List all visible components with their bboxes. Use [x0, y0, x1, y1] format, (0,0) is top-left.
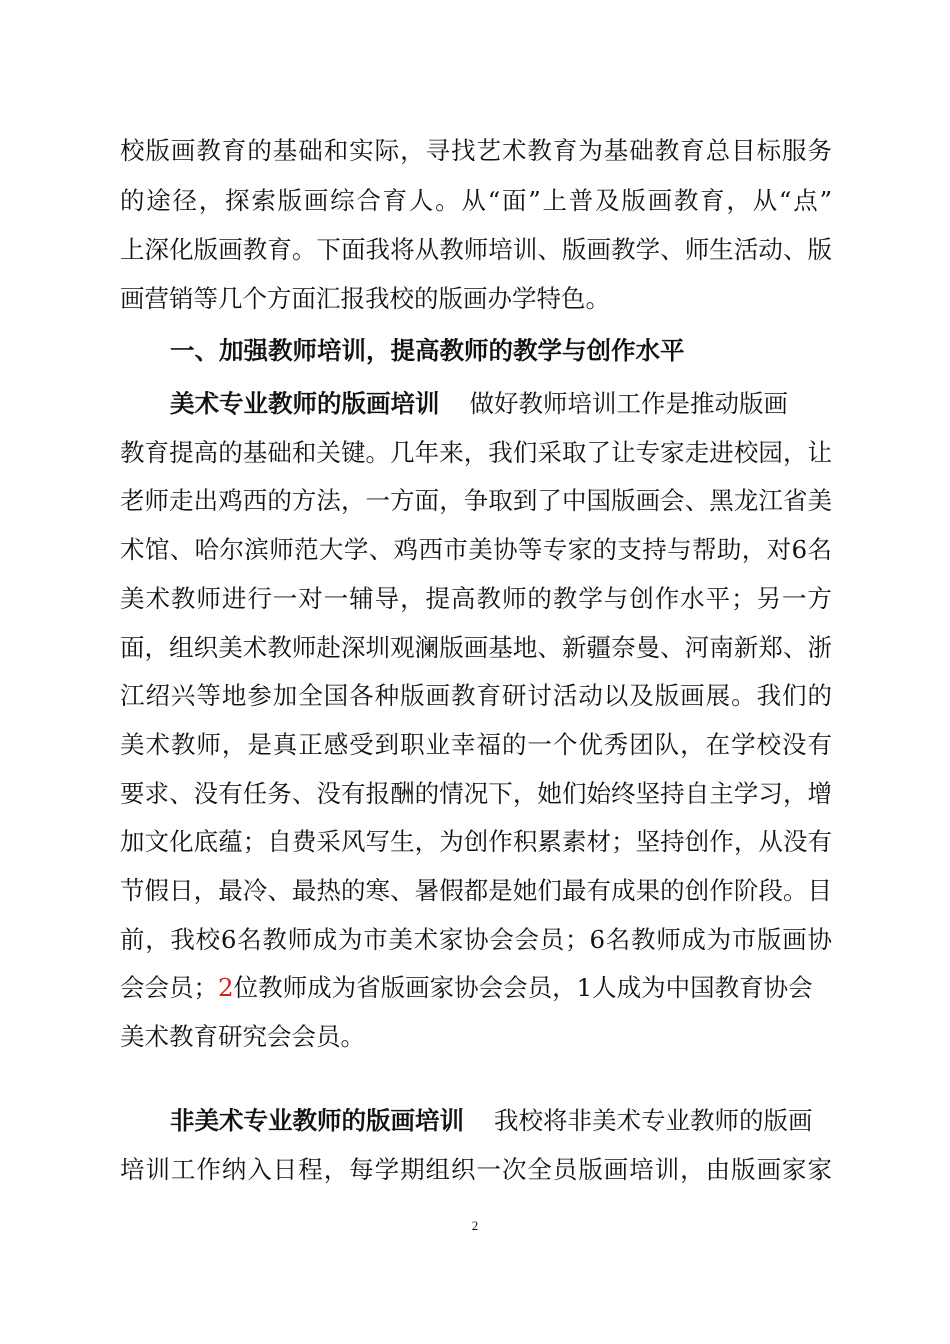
art-line-5: 面，组织美术教师赴深圳观澜版画基地、新疆奈曼、河南新郑、浙 — [120, 633, 832, 662]
section-heading: 一、加强教师培训，提高教师的教学与创作水平 — [170, 336, 685, 365]
art-line-2: 老师走出鸡西的方法，一方面，争取到了中国版画会、黑龙江省美 — [120, 486, 832, 515]
intro-line-3: 上深化版画教育。下面我将从教师培训、版画教学、师生活动、版 — [120, 235, 832, 264]
art-line-11: 前，我校6名教师成为市美术家协会会员；6名教师成为市版画协 — [120, 925, 832, 954]
art-teachers-lead: 美术专业教师的版画培训 — [170, 389, 440, 418]
art-line-7: 美术教师，是真正感受到职业幸福的一个优秀团队，在学校没有 — [120, 730, 832, 759]
non-art-first-line — [170, 1097, 832, 1145]
art-line-13: 美术教育研究会会员。 — [120, 1022, 365, 1051]
art-line-1: 教育提高的基础和关键。几年来，我们采取了让专家走进校园，让 — [120, 438, 832, 467]
art-line-4: 美术教师进行一对一辅导，提高教师的教学与创作水平；另一方 — [120, 584, 832, 613]
non-art-lead: 非美术专业教师的版画培训 — [170, 1106, 464, 1135]
non-art-first-rest: 我校将非美术专业教师的版画 — [494, 1106, 813, 1135]
art-line-3: 术馆、哈尔滨师范大学、鸡西市美协等专家的支持与帮助，对6名 — [120, 535, 832, 564]
intro-line-4: 画营销等几个方面汇报我校的版画办学特色。 — [120, 284, 610, 313]
art-line-6: 江绍兴等地参加全国各种版画教育研讨活动以及版画展。我们的 — [120, 681, 832, 710]
art-line-10: 节假日，最冷、最热的寒、暑假都是她们最有成果的创作阶段。目 — [120, 876, 832, 905]
intro-line-1: 校版画教育的基础和实际，寻找艺术教育为基础教育总目标服务 — [120, 136, 832, 165]
art-line-12-prefix: 会会员； — [120, 973, 218, 1002]
art-teachers-first-line — [170, 380, 832, 428]
non-art-line-2: 培训工作纳入日程，每学期组织一次全员版画培训，由版画家家 — [120, 1155, 832, 1184]
art-line-8: 要求、没有任务、没有报酬的情况下，她们始终坚持自主学习，增 — [120, 779, 832, 808]
page-number: 2 — [471, 1218, 479, 1233]
art-line-9: 加文化底蕴；自费采风写生，为创作积累素材；坚持创作，从没有 — [120, 827, 832, 856]
highlighted-number: 2 — [218, 973, 234, 1002]
art-line-12 — [120, 964, 832, 1012]
art-teachers-first-rest: 做好教师培训工作是推动版画 — [469, 389, 788, 418]
intro-line-2: 的途径，探索版画综合育人。从“面”上普及版画教育，从“点” — [120, 186, 832, 215]
art-line-12-suffix: 位教师成为省版画家协会会员，1人成为中国教育协会 — [233, 973, 813, 1002]
